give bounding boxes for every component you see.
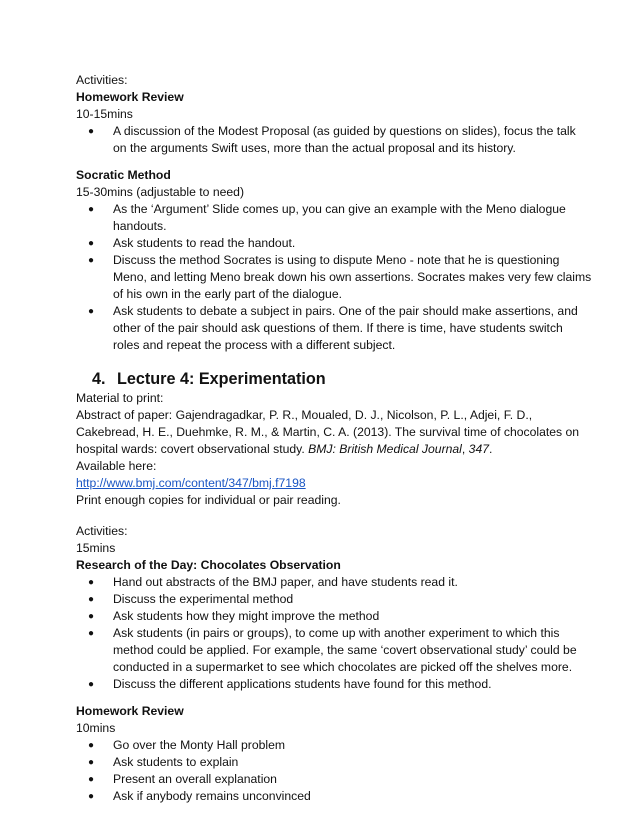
homework-review-heading: Homework Review [76, 704, 184, 718]
available-label: Available here: [76, 459, 157, 473]
lecture-heading [92, 368, 576, 390]
lecture-title: Lecture 4: Experimentation [117, 370, 326, 388]
journal-volume: 347 [468, 442, 490, 456]
bullet-list [76, 574, 576, 693]
bullet-text: Discuss the experimental method [113, 592, 294, 606]
bullet-icon: ● [88, 126, 95, 137]
bullet-text: Discuss the different applications students have found for this method. [113, 677, 492, 691]
bullet-icon: ● [88, 774, 95, 785]
bullet-text: Present an overall explanation [113, 772, 277, 786]
bullet-text: handouts. [113, 219, 167, 233]
bullet-item [76, 235, 576, 252]
bullet-text: Hand out abstracts of the BMJ paper, and have students read it. [113, 575, 458, 589]
bullet-icon: ● [88, 679, 95, 690]
bullet-icon: ● [88, 740, 95, 751]
material-label: Material to print: [76, 391, 164, 405]
activities-label: Activities: [76, 73, 128, 87]
bullet-item [76, 737, 576, 754]
bullet-text: on the arguments Swift uses, more than the actual proposal and its history. [113, 141, 516, 155]
bullet-text: Go over the Monty Hall problem [113, 738, 286, 752]
bullet-text: Meno, and letting Meno break down his own assertions. Socrates makes very few claims [113, 270, 592, 284]
duration-text: 15-30mins (adjustable to need) [76, 185, 245, 199]
bullet-icon: ● [88, 594, 95, 605]
abstract-line: Abstract of paper: Gajendragadkar, P. R., Moualed, D. J., Nicolson, P. L., Adjei, F. D., [76, 408, 533, 422]
citation-sep: , [461, 442, 469, 456]
abstract-line [76, 441, 576, 458]
citation-text: hospital wards: covert observational study. [76, 442, 309, 456]
duration-text: 10mins [76, 721, 116, 735]
bullet-icon: ● [88, 577, 95, 588]
journal-name: BMJ: British Medical Journal [308, 442, 462, 456]
bullet-text: Discuss the method Socrates is using to dispute Meno - note that he is questioning [113, 253, 560, 267]
bullet-item [76, 201, 576, 235]
bullet-text: As the ‘Argument’ Slide comes up, you can give an example with the Meno dialogue [113, 202, 566, 216]
citation-end: . [489, 442, 493, 456]
bullet-text: Ask students how they might improve the method [113, 609, 380, 623]
bullet-icon: ● [88, 791, 95, 802]
bullet-icon: ● [88, 306, 95, 317]
bullet-item [76, 676, 576, 693]
bullet-text: method could be applied. For example, the same ‘covert observational study’ could be [113, 643, 577, 657]
bullet-text: Ask students to read the handout. [113, 236, 296, 250]
bullet-list [76, 737, 576, 805]
bullet-icon: ● [88, 757, 95, 768]
bullet-item [76, 303, 576, 354]
bullet-text: Ask if anybody remains unconvinced [113, 789, 311, 803]
abstract-line: Cakebread, H. E., Duehmke, R. M., & Martin, C. A. (2013). The survival time of chocolates on [76, 425, 580, 439]
bullet-text: Ask students to explain [113, 755, 239, 769]
bullet-item [76, 591, 576, 608]
bullet-text: roles and repeat the process with a different subject. [113, 338, 396, 352]
duration-text: 10-15mins [76, 107, 133, 121]
bullet-item [76, 754, 576, 771]
bullet-text: of his own in the early part of the dialogue. [113, 287, 342, 301]
document-content [76, 72, 592, 805]
bullet-text: Ask students to debate a subject in pairs. One of the pair should make assertions, and [113, 304, 578, 318]
bullet-text: Ask students (in pairs or groups), to come up with another experiment to which this [113, 626, 560, 640]
bullet-item [76, 123, 576, 157]
bullet-icon: ● [88, 204, 95, 215]
activities-label: Activities: [76, 524, 128, 538]
homework-review-heading: Homework Review [76, 90, 184, 104]
bullet-list [76, 201, 592, 354]
bullet-icon: ● [88, 628, 95, 639]
lecture-number: 4. [92, 370, 106, 388]
bullet-item [76, 608, 576, 625]
socratic-method-heading: Socratic Method [76, 168, 171, 182]
bullet-item [76, 574, 576, 591]
duration-text: 15mins [76, 541, 116, 555]
bullet-item [76, 625, 576, 676]
research-heading: Research of the Day: Chocolates Observation [76, 558, 341, 572]
bullet-text: conducted in a supermarket to see which chocolates are picked off the shelves more. [113, 660, 573, 674]
bullet-icon: ● [88, 238, 95, 249]
bullet-text: other of the pair should ask questions of them. If there is time, have students switch [113, 321, 563, 335]
paper-link[interactable]: http://www.bmj.com/content/347/bmj.f7198 [76, 476, 306, 490]
bullet-icon: ● [88, 611, 95, 622]
print-instruction: Print enough copies for individual or pair reading. [76, 493, 341, 507]
bullet-item [76, 771, 576, 788]
bullet-item [76, 788, 576, 805]
bullet-list [76, 123, 576, 157]
bullet-text: A discussion of the Modest Proposal (as guided by questions on slides), focus the talk [113, 124, 576, 138]
bullet-icon: ● [88, 255, 95, 266]
bullet-item [76, 252, 592, 303]
